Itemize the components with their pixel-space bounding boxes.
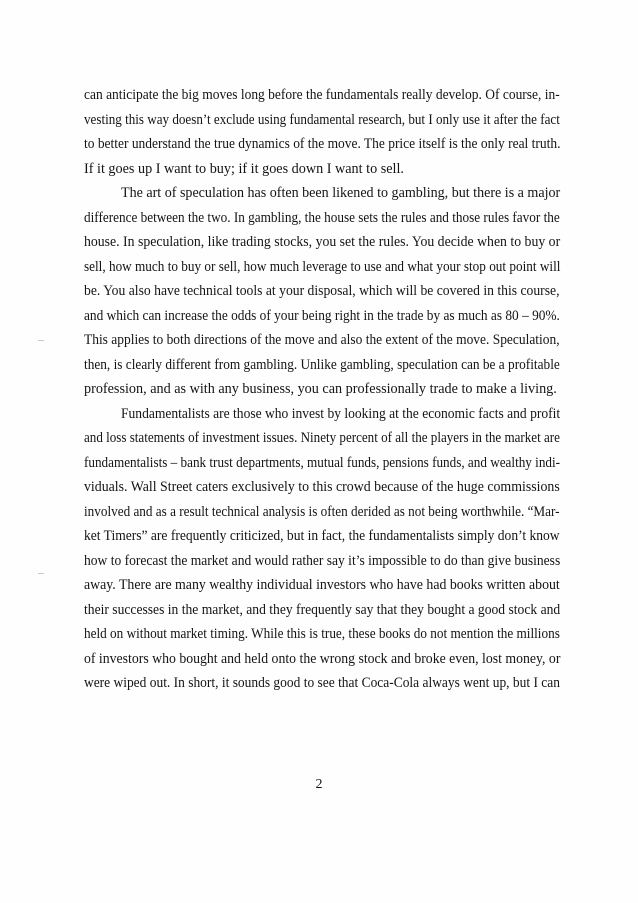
- text-line: be. You also have technical tools at your disposal, which will be covered in this course,: [84, 283, 560, 299]
- text-line: can anticipate the big moves long before the fundamentals really develop. Of course, in-: [84, 87, 560, 103]
- paragraph-first-line: Fundamentalists are those who invest by looking at the economic facts and profit: [121, 405, 561, 422]
- scan-mark: [38, 340, 44, 341]
- text-line: ket Timers” are frequently criticized, but in fact, the fundamentalists simply don’t know: [84, 528, 560, 544]
- scan-mark: [38, 573, 44, 574]
- text-line: and loss statements of investment issues. Ninety percent of all the players in the market are: [84, 430, 560, 446]
- paragraph-first-line: The art of speculation has often been likened to gambling, but there is a major: [121, 185, 561, 201]
- text-line: If it goes up I want to buy; if it goes down I want to sell.: [84, 160, 404, 177]
- text-line: and which can increase the odds of your being right in the trade by as much as 80 – 90%.: [84, 307, 560, 324]
- text-line: vesting this way doesn’t exclude using fundamental research, but I only use it after the fact: [84, 111, 560, 128]
- text-line: were wiped out. In short, it sounds good to see that Coca-Cola always went up, but I can: [84, 675, 560, 691]
- page-number: 2: [315, 777, 323, 792]
- text-line: profession, and as with any business, you can professionally trade to make a living.: [84, 381, 557, 397]
- text-line: away. There are many wealthy individual investors who have had books written about: [84, 577, 560, 593]
- text-line: to better understand the true dynamics of the move. The price itself is the only real truth.: [84, 136, 561, 152]
- text-line: involved and as a result technical analysis is often derided as not being worthwhile. “Mar-: [84, 503, 560, 520]
- text-line: sell, how much to buy or sell, how much leverage to use and what your stop out point will: [84, 258, 561, 275]
- text-line: This applies to both directions of the move and also the extent of the move. Speculation,: [84, 332, 560, 348]
- text-line: their successes in the market, and they frequently say that they bought a good stock and: [84, 601, 561, 618]
- text-line: house. In speculation, like trading stocks, you set the rules. You decide when to buy or: [84, 234, 561, 250]
- text-line: held on without market timing. While this is true, these books do not mention the millions: [84, 626, 560, 642]
- text-line: viduals. Wall Street caters exclusively to this crowd because of the huge commissions: [84, 479, 560, 495]
- text-line: fundamentalists – bank trust departments, mutual funds, pensions funds, and wealthy indi-: [84, 454, 561, 471]
- text-line: of investors who bought and held onto the wrong stock and broke even, lost money, or: [84, 650, 561, 667]
- text-line: how to forecast the market and would rather say it’s impossible to do than give business: [84, 552, 561, 569]
- text-line: then, is clearly different from gambling. Unlike gambling, speculation can be a profitable: [84, 356, 560, 373]
- text-line: difference between the two. In gambling, the house sets the rules and those rules favor the: [84, 209, 560, 226]
